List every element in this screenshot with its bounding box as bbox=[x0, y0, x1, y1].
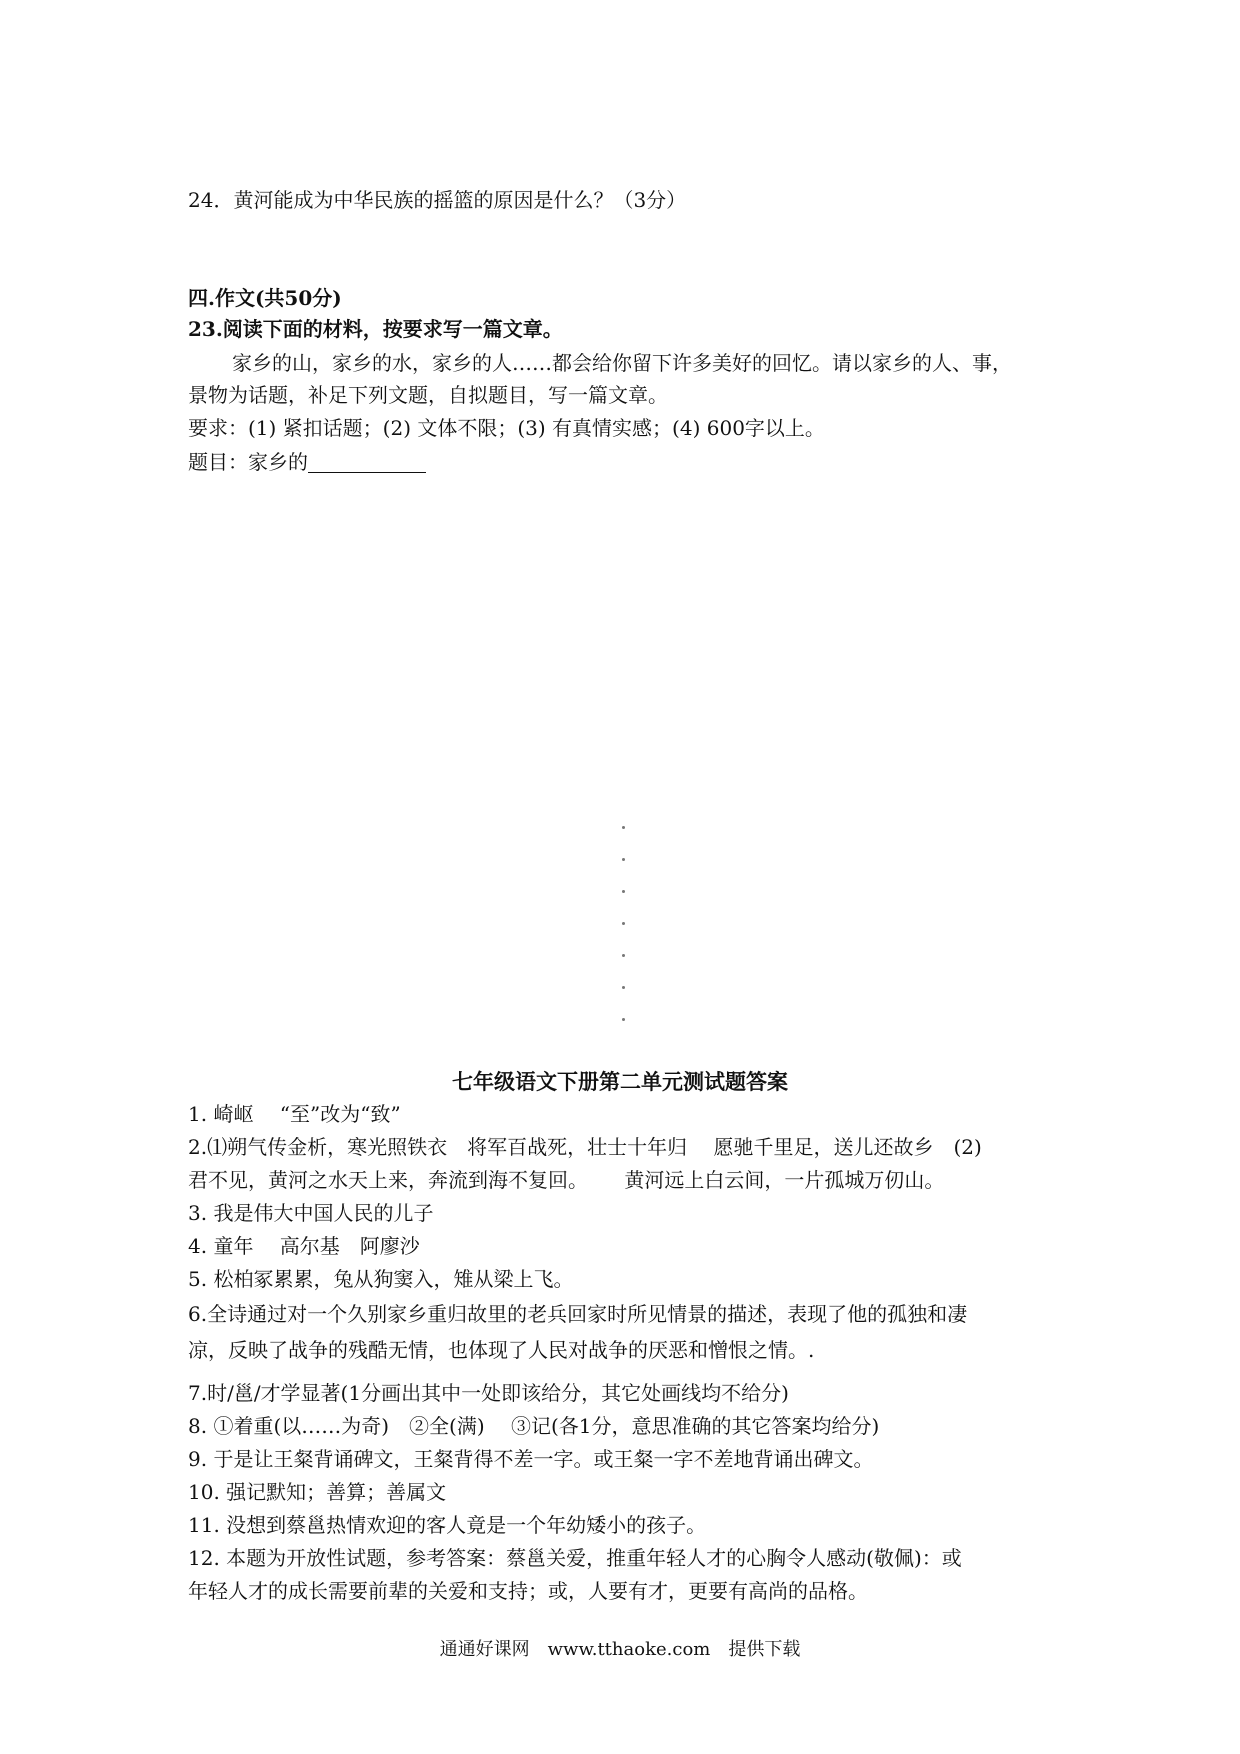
essay-material-line-1: 家乡的山，家乡的水，家乡的人……都会给你留下许多美好的回忆。请以家乡的人、事， bbox=[232, 351, 1012, 375]
answer-line: 2.⑴朔气传金析，寒光照铁衣 将军百战死，壮士十年归 愿驰千里足，送儿还故乡 (2) bbox=[188, 1135, 982, 1159]
answer-line: 11. 没想到蔡邕热情欢迎的客人竟是一个年幼矮小的孩子。 bbox=[188, 1513, 707, 1537]
divider-dot bbox=[622, 890, 625, 893]
answer-line: 4. 童年 高尔基 阿廖沙 bbox=[188, 1234, 420, 1258]
essay-material-line-2: 景物为话题，补足下列文题，自拟题目，写一篇文章。 bbox=[188, 383, 668, 407]
answer-line: 5. 松柏冢累累，兔从狗窦入，雉从梁上飞。 bbox=[188, 1267, 574, 1291]
divider-dot bbox=[622, 826, 625, 829]
answer-line: 12. 本题为开放性试题，参考答案：蔡邕关爱，推重年轻人才的心胸令人感动(敬佩)：或 bbox=[188, 1546, 962, 1570]
answer-line: 10. 强记默知；善算；善属文 bbox=[188, 1480, 447, 1504]
essay-requirements: 要求：(1) 紧扣话题；(2) 文体不限；(3) 有真情实感；(4) 600字以上。 bbox=[188, 416, 825, 440]
section-heading: 四.作文(共50分) bbox=[188, 286, 342, 310]
topic-blank bbox=[308, 450, 426, 473]
essay-prompt-title: 23.阅读下面的材料，按要求写一篇文章。 bbox=[188, 317, 563, 341]
divider-dot bbox=[622, 954, 625, 957]
answer-line: 6.全诗通过对一个久别家乡重归故里的老兵回家时所见情景的描述，表现了他的孤独和凄 bbox=[188, 1302, 968, 1326]
answer-line: 君不见，黄河之水天上来，奔流到海不复回。 黄河远上白云间，一片孤城万仞山。 bbox=[188, 1168, 945, 1192]
answer-line: 1. 崎岖 “至”改为“致” bbox=[188, 1102, 401, 1126]
essay-topic-label: 题目：家乡的 bbox=[188, 450, 308, 474]
footer-credit: 通通好课网 www.tthaoke.com 提供下载 bbox=[439, 1639, 801, 1660]
answer-line: 8. ①着重(以……为奇) ②全(满) ③记(各1分，意思准确的其它答案均给分) bbox=[188, 1414, 880, 1438]
divider-dot bbox=[622, 922, 625, 925]
divider-dot bbox=[622, 986, 625, 989]
answer-line: 9. 于是让王粲背诵碑文，王粲背得不差一字。或王粲一字不差地背诵出碑文。 bbox=[188, 1447, 874, 1471]
answer-line: 年轻人才的成长需要前辈的关爱和支持；或，人要有才，更要有高尚的品格。 bbox=[188, 1579, 868, 1603]
divider-dot bbox=[622, 858, 625, 861]
essay-topic-line bbox=[188, 446, 426, 478]
answer-line: 7.时/邕/才学显著(1分画出其中一处即该给分，其它处画线均不给分) bbox=[188, 1381, 789, 1405]
answer-line: 3. 我是伟大中国人民的儿子 bbox=[188, 1201, 434, 1225]
answer-line: 凉，反映了战争的残酷无情，也体现了人民对战争的厌恶和憎恨之情。. bbox=[188, 1338, 815, 1362]
question-24: 24．黄河能成为中华民族的摇篮的原因是什么？（3分） bbox=[188, 188, 687, 212]
divider-dot bbox=[622, 1018, 625, 1021]
answers-title: 七年级语文下册第二单元测试题答案 bbox=[452, 1069, 788, 1094]
